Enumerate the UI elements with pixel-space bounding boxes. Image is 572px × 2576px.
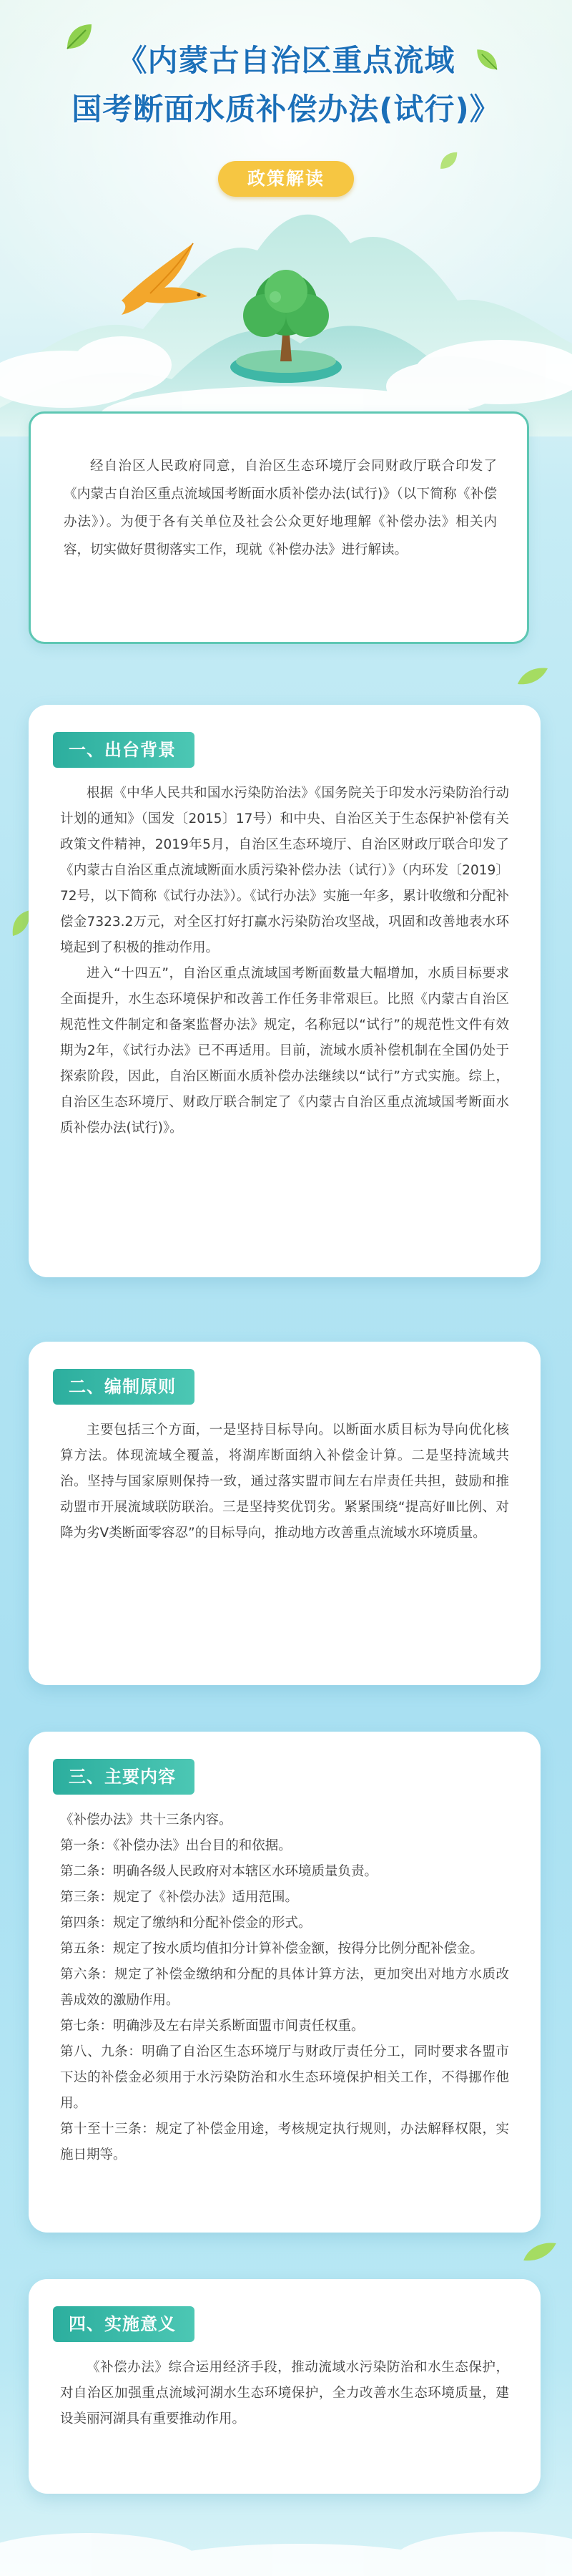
list-item: 第七条：明确涉及左右岸关系断面盟市间责任权重。: [60, 2019, 365, 2034]
section-card-principles: [29, 1342, 541, 1685]
list-item: 第五条：规定了按水质均值扣分计算补偿金额，按得分比例分配补偿金。: [60, 1941, 484, 1956]
list-item: 第一条：《补偿办法》出台目的和依据。: [60, 1838, 292, 1853]
list-item: 第四条：规定了缴纳和分配补偿金的形式。: [60, 1916, 312, 1931]
intro-box: [29, 411, 529, 644]
section-card-background: [29, 705, 541, 1277]
section-title: 四、实施意义: [53, 2306, 194, 2342]
list-item: 第三条：规定了《补偿办法》适用范围。: [60, 1890, 299, 1905]
page-title-line-2: 国考断面水质补偿办法(试行)》: [72, 92, 500, 127]
leaf-icon: [438, 150, 459, 172]
list-item: 第八、九条：明确了自治区生态环境厅与财政厅责任分工，同时要求各盟市下达的补偿金必须用于水污染防治和水生态环境保护相关工作，不得挪作他用。: [60, 2044, 509, 2111]
paragraph: 根据《中华人民共和国水污染防治法》《国务院关于印发水污染防治行动计划的通知》（国发〔2015〕17号）和中央、自治区关于生态保护补偿有关政策文件精神，2019年5月，自治区生态环境厅、自治区财政厅联合印发了《内蒙古自治区重点流域断面水质污染补偿办法（试行）》（内环发〔2019〕72号，以下简称《试行办法》）。《试行办法》实施一年多，累计收缴和分配补偿金7323.2万元，对全区打好打赢水污染防治攻坚战，巩固和改善地表水环境起到了积极的推动作用。: [60, 786, 509, 955]
section-body: [60, 781, 509, 1141]
section-body: [60, 1418, 509, 1546]
page-title-line-1: 《内蒙古自治区重点流域: [117, 43, 455, 78]
list-item: 《补偿办法》共十三条内容。: [60, 1813, 232, 1828]
list-item: 第二条：明确各级人民政府对本辖区水环境质量负责。: [60, 1864, 378, 1879]
list-item: 第十至十三条：规定了补偿金用途，考核规定执行规则，办法解释权限，实施日期等。: [60, 2122, 509, 2162]
leaf-icon: [516, 665, 549, 687]
section-card-content: [29, 1732, 541, 2233]
section-title: 三、主要内容: [53, 1759, 194, 1795]
section-title: 一、出台背景: [53, 732, 194, 768]
section-body: [60, 2355, 509, 2432]
paragraph: 主要包括三个方面，一是坚持目标导向。以断面水质目标为导向优化核算方法。体现流域全覆盖，将湖库断面纳入补偿金计算。二是坚持流域共治。坚持与国家原则保持一致，通过落实盟市间左右岸责任共担，鼓励和推动盟市开展流域联防联治。三是坚持奖优罚劣。紧紧围绕“提高好Ⅲ比例、对降为劣Ⅴ类断面零容忍”的目标导向，推动地方改善重点流域水环境质量。: [60, 1423, 509, 1541]
policy-interpretation-badge: 政策解读: [218, 161, 354, 197]
tree-icon: [214, 247, 358, 390]
leaf-icon: [522, 2240, 558, 2264]
bird-icon: [107, 236, 214, 322]
paragraph: 进入“十四五”，自治区重点流域国考断面数量大幅增加，水质目标要求全面提升，水生态环境保护和改善工作任务非常艰巨。比照《内蒙古自治区规范性文件制定和备案监督办法》规定，名称冠以“试行”的规范性文件有效期为2年，《试行办法》已不再适用。目前，流域水质补偿机制在全国仍处于探索阶段，因此，自治区断面水质补偿办法继续以“试行”方式实施。综上，自治区生态环境厅、财政厅联合制定了《内蒙古自治区重点流域国考断面水质补偿办法(试行)》。: [60, 966, 509, 1136]
paragraph: 《补偿办法》综合运用经济手段，推动流域水污染防治和水生态保护，对自治区加强重点流域河湖水生态环境保护，全力改善水生态环境质量，建设美丽河湖具有重要推动作用。: [60, 2360, 509, 2426]
section-title: 二、编制原则: [53, 1369, 194, 1405]
section-card-significance: [29, 2279, 541, 2494]
list-item: 第六条：规定了补偿金缴纳和分配的具体计算方法，更加突出对地方水质改善成效的激励作用。: [60, 1967, 509, 2008]
section-body: [60, 1807, 509, 2168]
cloud-icon: [0, 2504, 572, 2576]
intro-text: 经自治区人民政府同意，自治区生态环境厅会同财政厅联合印发了《内蒙古自治区重点流域国考断面水质补偿办法(试行)》（以下简称《补偿办法》）。为便于各有关单位及社会公众更好地理解《补偿办法》相关内容，切实做好贯彻落实工作，现就《补偿办法》进行解读。: [64, 459, 497, 557]
header-banner: [0, 0, 572, 436]
